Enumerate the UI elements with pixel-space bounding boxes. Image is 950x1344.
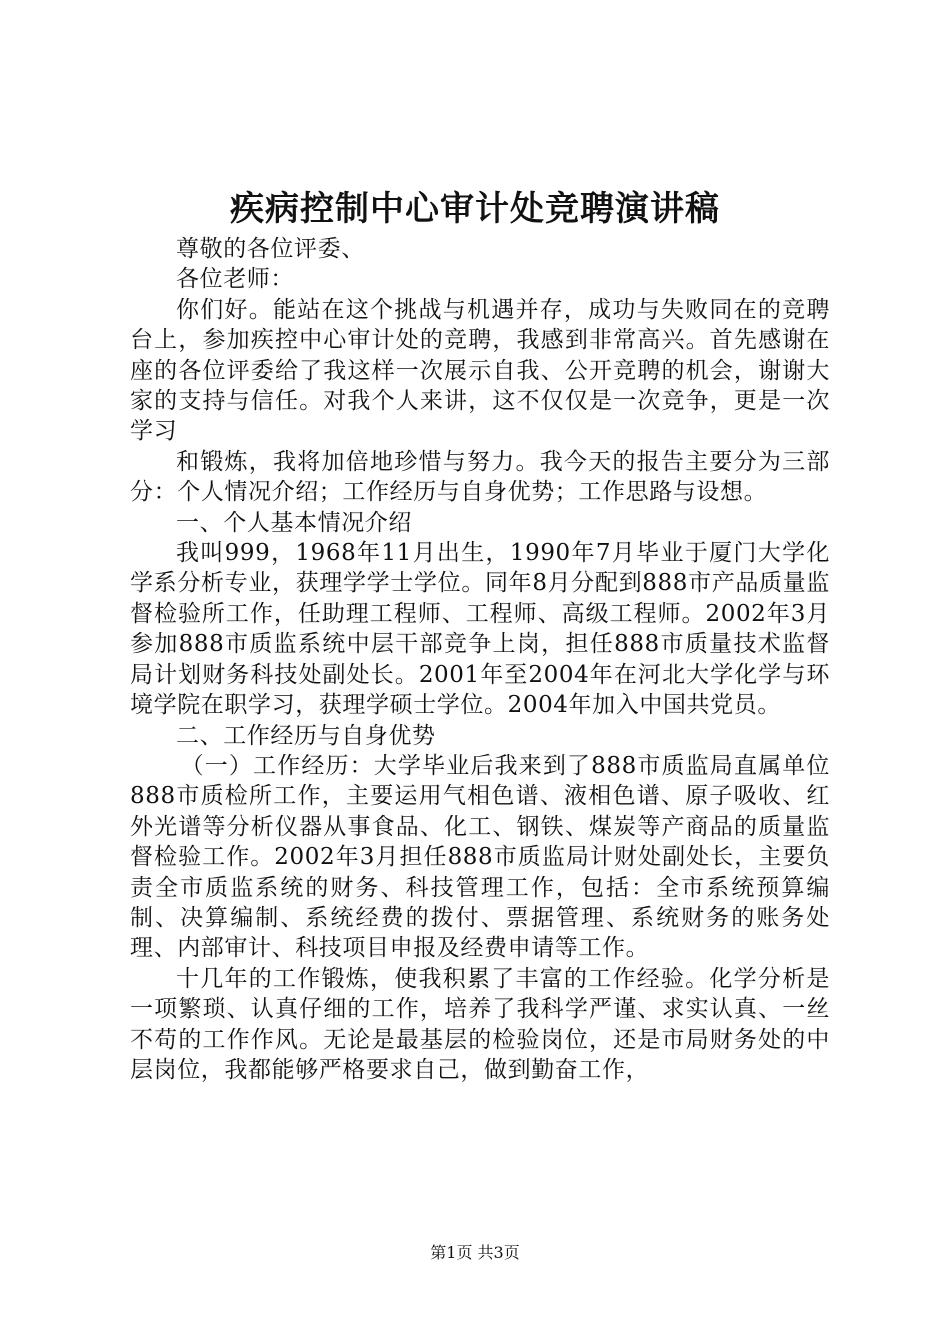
salutation-line-1: 尊敬的各位评委、	[176, 236, 365, 262]
paragraph-outline: 和锻炼，我将加倍地珍惜与努力。我今天的报告主要分为三部分：个人情况介绍；工作经历与自身优势；工作思路与设想。	[130, 448, 830, 506]
paragraph-personal-info: 我叫999，1968年11月出生，1990年7月毕业于厦门大学化学系分析专业，获理学学士学位。同年8月分配到888市产品质量监督检验所工作，任助理工程师、工程师、高级工程师。2002年3月参加888市质监系统中层干部竞争上岗，担任888市质量技术监督局计划财务科技处副处长。2001年至2004年在河北大学化学与环境学院在职学习，获理学硕士学位。2004年加入中国共党员。	[130, 540, 830, 719]
section-heading-2: 二、工作经历与自身优势	[176, 722, 436, 749]
document-title: 疾病控制中心审计处竞聘演讲稿	[230, 189, 720, 229]
salutation-line-2: 各位老师：	[176, 266, 294, 293]
paragraph-work-history: （一）工作经历：大学毕业后我来到了888市质监局直属单位888市质检所工作，主要运用气相色谱、液相色谱、原子吸收、红外光谱等分析仪器从事食品、化工、钢铁、煤炭等产商品的质量监督检验工作。2002年3月担任888市质监局计财处副处长，主要负责全市质监系统的财务、科技管理工作，包括：全市系统预算编制、决算编制、系统经费的拨付、票据管理、系统财务的账务处理、内部审计、科技项目申报及经费申请等工作。	[130, 752, 830, 962]
section-heading-1: 一、个人基本情况介绍	[176, 509, 412, 536]
page-footer: 第1页 共3页	[430, 1243, 520, 1262]
paragraph-greeting: 你们好。能站在这个挑战与机遇并存，成功与失败同在的竞聘台上，参加疾控中心审计处的竞聘，我感到非常高兴。首先感谢在座的各位评委给了我这样一次展示自我、公开竞聘的机会，谢谢大家的支持与信任。对我个人来讲，这不仅仅是一次竞争，更是一次学习	[130, 296, 830, 445]
paragraph-experience: 十几年的工作锻炼，使我积累了丰富的工作经验。化学分析是一项繁琐、认真仔细的工作，培养了我科学严谨、求实认真、一丝不苟的工作作风。无论是最基层的检验岗位，还是市局财务处的中层岗位，我都能够严格要求自己，做到勤奋工作，	[130, 965, 830, 1083]
document-body	[130, 234, 830, 1085]
